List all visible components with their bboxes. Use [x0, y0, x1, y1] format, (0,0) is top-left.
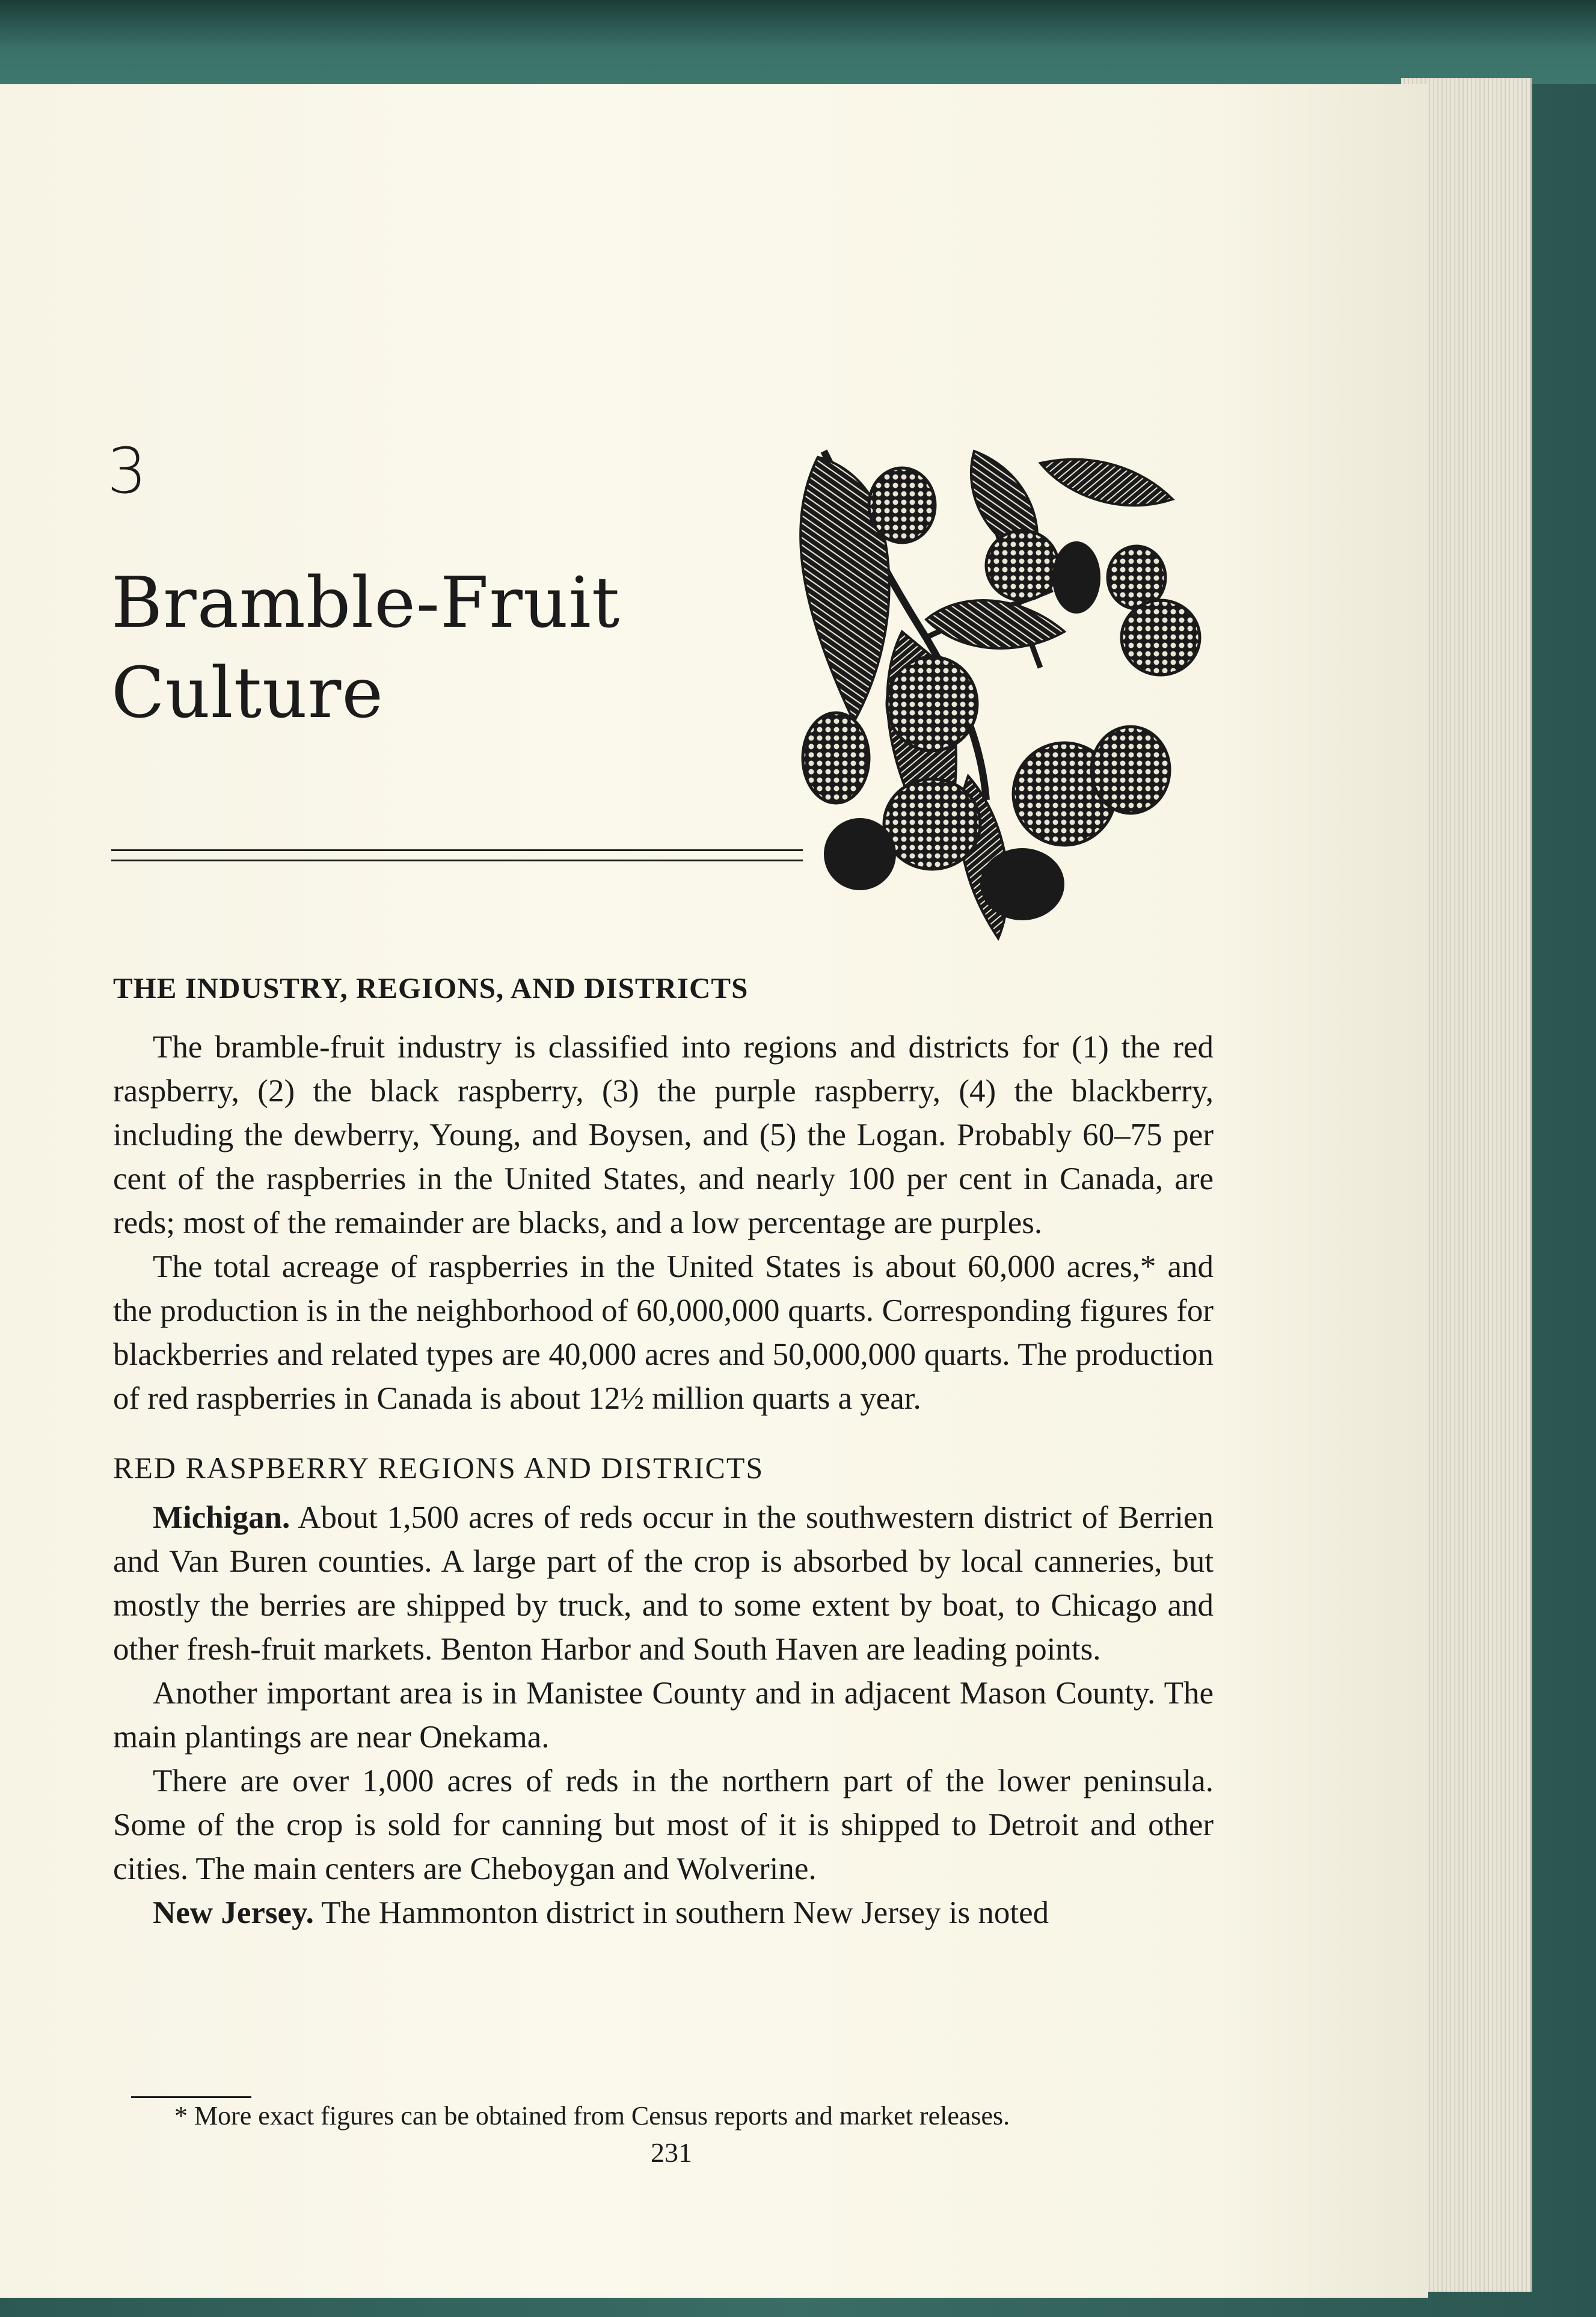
paragraph: Another important area is in Manistee County and in adjacent Mason County. The main plantings are near Onekama.	[113, 1676, 1214, 1755]
page-body	[113, 966, 1214, 1935]
paragraph-michigan	[113, 1496, 1214, 1672]
paragraph: The bramble-fruit industry is classified into regions and districts for (1) the red raspberry, (2) the black raspberry, (3) the purple raspberry, (4) the blackberry, including the dewberry, Young, and Boysen, and (5) the Logan. Probably 60–75 per cent of the raspberries in the United States, and nearly 100 per cent in Canada, are reds; most of the remainder are blacks, and a low percentage are purples.	[113, 1030, 1214, 1240]
paragraph: There are over 1,000 acres of reds in the northern part of the lower peninsula. Some of the crop is sold for canning but most of it is shipped to Detroit and other cities. The main centers are Cheboygan and Wolverine.	[113, 1764, 1214, 1886]
paragraph-new-jersey	[113, 1891, 1214, 1935]
footnote: * More exact figures can be obtained from Census reports and market releases.	[174, 2101, 1010, 2131]
book-cover-top	[0, 0, 1596, 84]
run-in-heading: New Jersey.	[153, 1895, 314, 1930]
chapter-title	[111, 558, 652, 739]
chapter-title-rule	[111, 849, 803, 861]
page-number: 231	[651, 2137, 692, 2168]
raspberry-branch-illustration	[782, 439, 1215, 950]
paragraph-text: About 1,500 acres of reds occur in the southwestern district of Berrien and Van Buren counties. A large part of the crop is absorbed by local canneries, but mostly the berries are shipped by truck, and to some extent by boat, to Chicago and other fresh-fruit markets. Benton Harbor and South Haven are leading points.	[113, 1500, 1214, 1667]
book-page	[0, 84, 1428, 2298]
run-in-heading: Michigan.	[153, 1500, 290, 1535]
paragraph-text: The Hammonton district in southern New Jersey is noted	[313, 1895, 1049, 1930]
section-heading: THE INDUSTRY, REGIONS, AND DISTRICTS	[113, 971, 749, 1005]
subsection-heading: RED RASPBERRY REGIONS AND DISTRICTS	[113, 1451, 764, 1485]
chapter-title-line2: Culture	[111, 653, 384, 734]
chapter-number: 3	[107, 434, 147, 508]
chapter-title-line1: Bramble-Fruit	[111, 562, 621, 644]
paragraph: The total acreage of raspberries in the United States is about 60,000 acres,* and the production is in the neighborhood of 60,000,000 quarts. Corresponding figures for blackberries and related types are 40,000 acres and 50,000,000 quarts. The production of red raspberries in Canada is about 12½ million quarts a year.	[113, 1249, 1214, 1416]
